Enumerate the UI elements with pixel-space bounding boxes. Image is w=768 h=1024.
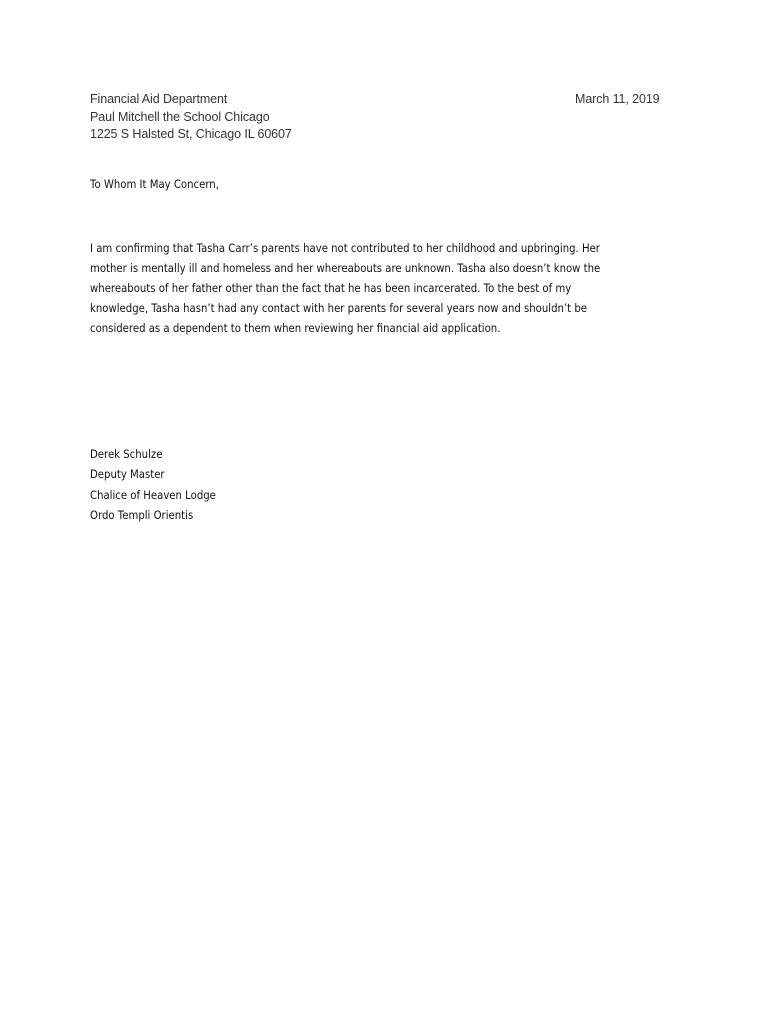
- recipient-street: 1225 S Halsted St, Chicago IL 60607: [90, 127, 292, 141]
- body-line: knowledge, Tasha hasn’t had any contact with her parents for several years now and shouldn’t be: [90, 301, 587, 315]
- signer-organization: Chalice of Heaven Lodge: [90, 487, 216, 502]
- signer-title: Deputy Master: [90, 467, 165, 482]
- salutation: To Whom It May Concern,: [90, 177, 219, 191]
- recipient-address: [90, 91, 292, 144]
- body-line: mother is mentally ill and homeless and her whereabouts are unknown. Tasha also doesn’t know the: [90, 261, 601, 275]
- signer-name: Derek Schulze: [90, 447, 163, 461]
- signature-block: [90, 444, 216, 525]
- letter-body: [90, 238, 600, 338]
- body-line: I am confirming that Tasha Carr’s parents have not contributed to her childhood and upbringing. Her: [90, 241, 600, 255]
- body-line: considered as a dependent to them when reviewing her financial aid application.: [90, 321, 501, 335]
- recipient-school: Paul Mitchell the School Chicago: [90, 109, 270, 124]
- body-line: whereabouts of her father other than the fact that he has been incarcerated. To the best of my: [90, 281, 572, 295]
- recipient-department: Financial Aid Department: [90, 92, 228, 106]
- signer-order: Ordo Templi Orientis: [90, 507, 194, 522]
- letter-date: March 11, 2019: [575, 92, 660, 106]
